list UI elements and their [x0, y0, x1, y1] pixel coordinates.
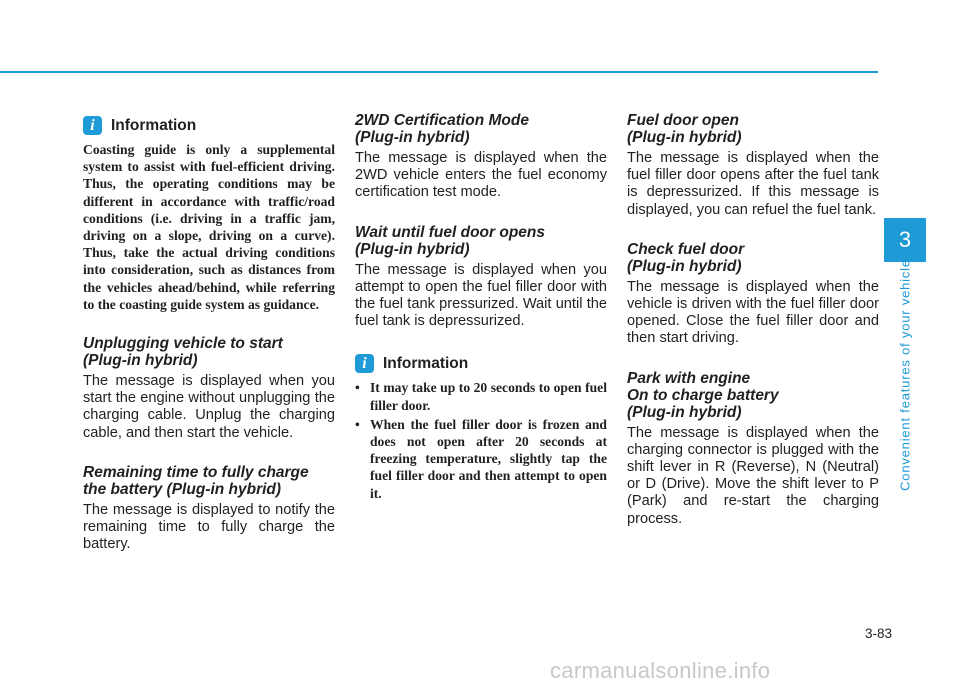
section-text-fuel-door-open: The message is displayed when the fuel filler door opens after the fuel tank is depressurized. If this message is displayed, you can refuel the fuel tank. [627, 150, 879, 218]
section-text-remaining-time: The message is displayed to notify the remaining time to fully charge the battery. [83, 501, 335, 553]
column-3 [627, 112, 879, 528]
info-icon: i [355, 354, 374, 373]
watermark: carmanualsonline.info [550, 658, 771, 683]
section-text-unplugging: The message is displayed when you start the engine without unplugging the charging cable. Unplug the charging cable, and then start the vehicle. [83, 373, 335, 441]
section-text-2wd-certification: The message is displayed when the 2WD vehicle enters the fuel economy certification test mode. [355, 150, 607, 201]
chapter-tab: 3 [884, 218, 926, 262]
info-title: Information [383, 354, 469, 372]
section-title-wait-fuel-door: Wait until fuel door opens (Plug-in hybrid) [355, 223, 546, 258]
info-heading [355, 354, 607, 373]
info-heading [83, 116, 335, 135]
info-text: Coasting guide is only a supplemental system to assist with fuel-efficient driving. Thus, the operating conditions may be different in accordance with traffic/road conditions (i.e. driving in a traffic jam, driving on a slope, driving on a curve). Thus, take the actual driving conditions into consideration, such as distances from the vehicles ahead/behind, while referring to the coasting guide system as guidance. [83, 142, 335, 312]
section-text-wait-fuel-door: The message is displayed when you attempt to open the fuel filler door with the fuel tank pressurized. Wait until the fuel tank is depressurized. [355, 261, 607, 330]
section-title-2wd-certification: 2WD Certification Mode (Plug-in hybrid) [355, 112, 529, 146]
section-text-park-with-engine: The message is displayed when the charging connector is plugged with the shift lever in R (Reverse), N (Neutral) or D (Drive). Move the shift lever to P (Park) and re-start the charging process. [627, 424, 879, 527]
info-bullet: • It may take up to 20 seconds to open fuel filler door. [355, 379, 607, 413]
info-icon: i [83, 116, 102, 135]
section-text-check-fuel-door: The message is displayed when the vehicle is driven with the fuel filler door opened. Close the fuel filler door and then start driving. [627, 278, 879, 347]
section-title-check-fuel-door: Check fuel door (Plug-in hybrid) [627, 240, 745, 275]
info-bullet-list [355, 379, 607, 501]
header-rule [0, 71, 878, 73]
chapter-title: Convenient features of your vehicle [897, 259, 913, 491]
column-2 [355, 112, 607, 504]
section-title-fuel-door-open: Fuel door open (Plug-in hybrid) [627, 112, 742, 146]
column-1 [83, 112, 335, 553]
section-title-park-with-engine: Park with engine On to charge battery (Plug-in hybrid) [627, 369, 779, 421]
info-bullet: • When the fuel filler door is frozen and does not open after 20 seconds at freezing temperature, slightly tap the fuel filler door and then attempt to open it. [355, 416, 607, 502]
section-title-remaining-time: Remaining time to fully charge the battery (Plug-in hybrid) [83, 463, 309, 498]
info-title: Information [111, 116, 197, 134]
section-title-unplugging: Unplugging vehicle to start (Plug-in hybrid) [83, 335, 283, 370]
page-number: 3-83 [864, 626, 892, 641]
